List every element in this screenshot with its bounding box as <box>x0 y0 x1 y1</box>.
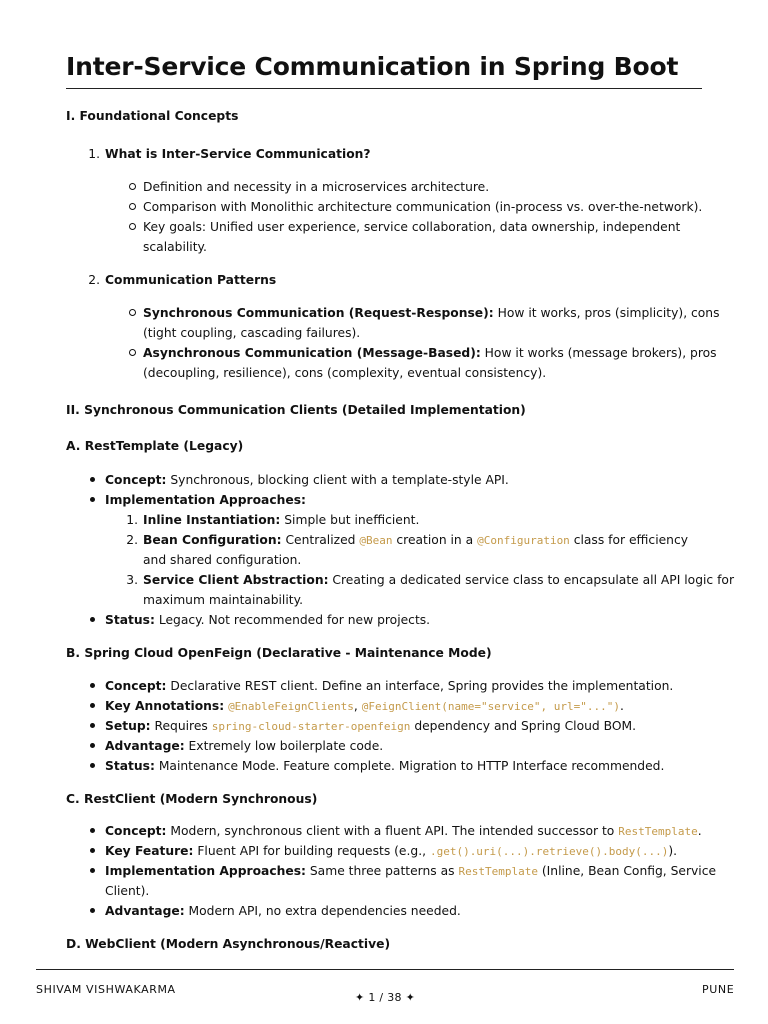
list-item: Comparison with Monolithic architecture communication (in-process vs. over-the-network). <box>143 200 703 214</box>
list-item: Asynchronous Communication (Message-Based): How it works (message brokers), pros <box>143 346 717 360</box>
list-item: Implementation Approaches: <box>105 493 306 507</box>
bullet-icon <box>129 309 136 316</box>
footer-author: SHIVAM VISHWAKARMA <box>36 983 176 996</box>
subsection-heading-what-is: What is Inter-Service Communication? <box>105 147 371 161</box>
bullet-icon <box>90 763 95 768</box>
list-item: Status: Maintenance Mode. Feature complete. Migration to HTTP Interface recommended. <box>105 759 665 773</box>
list-item: Definition and necessity in a microservices architecture. <box>143 180 490 194</box>
subsection-heading-resttemplate: A. RestTemplate (Legacy) <box>66 439 244 453</box>
bullet-icon <box>129 203 136 210</box>
bullet-icon <box>90 723 95 728</box>
bullet-icon <box>90 497 95 502</box>
list-item: Key Annotations: @EnableFeignClients, @FeignClient(name="service", url="..."). <box>105 699 624 713</box>
list-item: Synchronous Communication (Request-Response): How it works, pros (simplicity), cons <box>143 306 720 320</box>
list-item-continued: maximum maintainability. <box>143 593 304 607</box>
page-number: ✦ 1 / 38 ✦ <box>355 991 416 1004</box>
list-item: Implementation Approaches: Same three patterns as RestTemplate (Inline, Bean Config, Service <box>105 864 717 878</box>
page-title: Inter-Service Communication in Spring Boot <box>66 52 679 81</box>
list-number: 1. <box>126 513 138 527</box>
list-item-continued: scalability. <box>143 240 207 254</box>
footer-divider <box>36 969 734 970</box>
bullet-icon <box>90 868 95 873</box>
bullet-icon <box>129 223 136 230</box>
bullet-icon <box>90 703 95 708</box>
list-item: Key goals: Unified user experience, service collaboration, data ownership, independent <box>143 220 681 234</box>
bullet-icon <box>90 743 95 748</box>
bullet-icon <box>90 617 95 622</box>
section-heading-foundational: I. Foundational Concepts <box>66 109 239 123</box>
list-item: Status: Legacy. Not recommended for new projects. <box>105 613 431 627</box>
list-item: Bean Configuration: Centralized @Bean creation in a @Configuration class for efficiency <box>143 533 689 547</box>
list-item-continued: and shared configuration. <box>143 553 302 567</box>
bullet-icon <box>90 828 95 833</box>
list-number: 1. <box>88 147 100 161</box>
bullet-icon <box>129 349 136 356</box>
list-item: Service Client Abstraction: Creating a dedicated service class to encapsulate all API logic for <box>143 573 734 587</box>
bullet-icon <box>90 477 95 482</box>
list-number: 3. <box>126 573 138 587</box>
list-item: Key Feature: Fluent API for building requests (e.g., .get().uri(...).retrieve().body(...)). <box>105 844 678 858</box>
list-item-continued: Client). <box>105 884 150 898</box>
list-item: Concept: Synchronous, blocking client with a template-style API. <box>105 473 509 487</box>
title-divider <box>66 88 702 89</box>
list-item: Concept: Declarative REST client. Define an interface, Spring provides the implementation. <box>105 679 674 693</box>
subsection-heading-openfeign: B. Spring Cloud OpenFeign (Declarative - Maintenance Mode) <box>66 646 492 660</box>
bullet-icon <box>129 183 136 190</box>
list-item: Inline Instantiation: Simple but inefficient. <box>143 513 420 527</box>
list-item: Advantage: Extremely low boilerplate code. <box>105 739 384 753</box>
subsection-heading-patterns: Communication Patterns <box>105 273 277 287</box>
subsection-heading-webclient: D. WebClient (Modern Asynchronous/Reactive) <box>66 937 391 951</box>
bullet-icon <box>90 908 95 913</box>
list-item: Advantage: Modern API, no extra dependencies needed. <box>105 904 461 918</box>
section-heading-sync-clients: II. Synchronous Communication Clients (Detailed Implementation) <box>66 403 526 417</box>
list-number: 2. <box>126 533 138 547</box>
footer-location: PUNE <box>702 983 735 996</box>
list-item: Concept: Modern, synchronous client with a fluent API. The intended successor to RestTemplate. <box>105 824 702 838</box>
bullet-icon <box>90 683 95 688</box>
list-item-continued: (decoupling, resilience), cons (complexity, eventual consistency). <box>143 366 547 380</box>
list-item: Setup: Requires spring-cloud-starter-openfeign dependency and Spring Cloud BOM. <box>105 719 637 733</box>
list-item-continued: (tight coupling, cascading failures). <box>143 326 361 340</box>
list-number: 2. <box>88 273 100 287</box>
bullet-icon <box>90 848 95 853</box>
subsection-heading-restclient: C. RestClient (Modern Synchronous) <box>66 792 318 806</box>
